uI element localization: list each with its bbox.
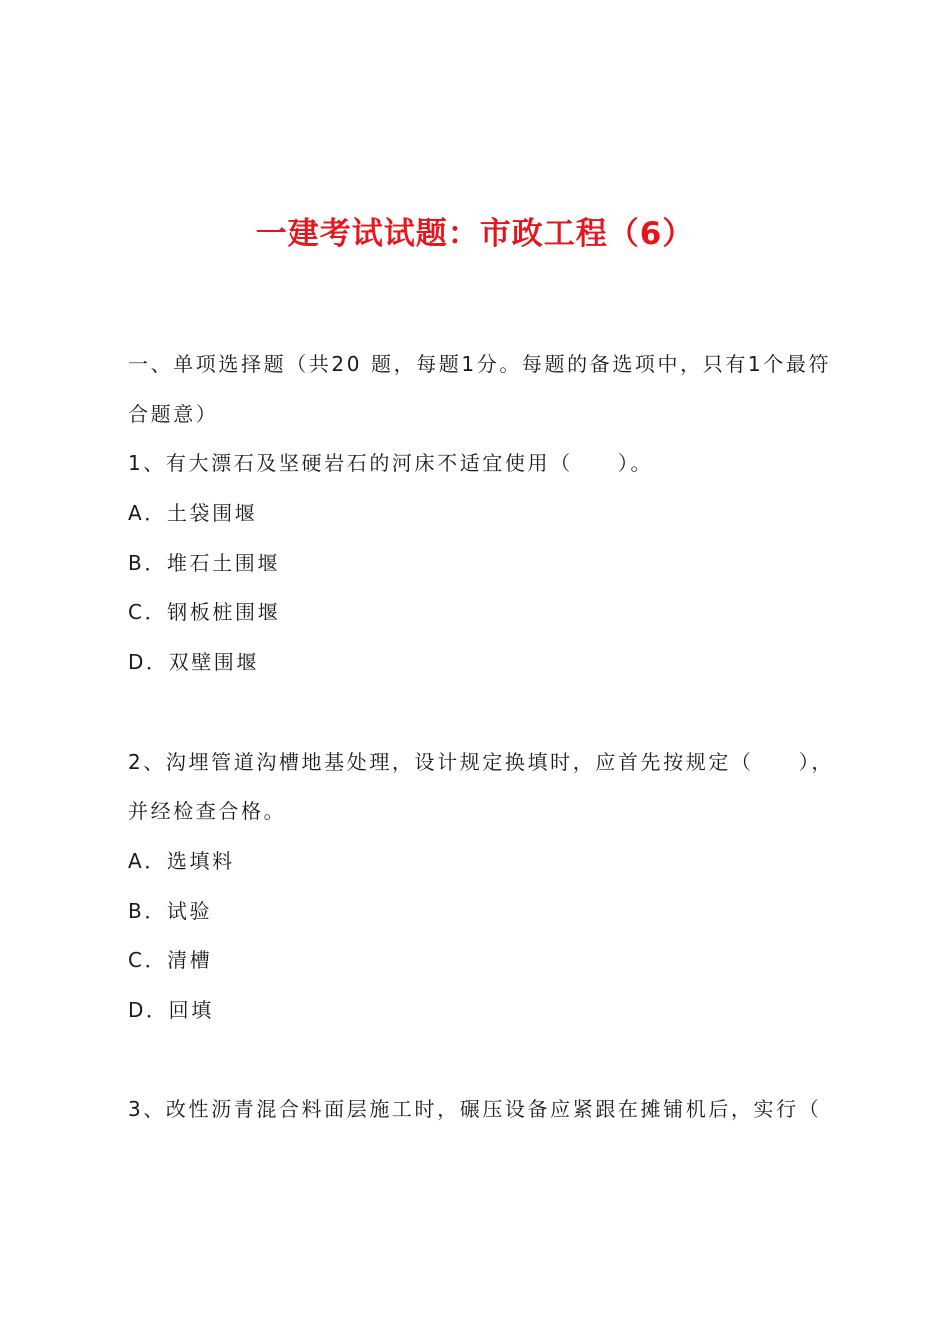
question-stem: 2、沟埋管道沟槽地基处理，设计规定换填时，应首先按规定（ ）， [128,749,834,774]
section-header-line-1: 一、单项选择题（共20 题，每题1分。每题的备选项中，只有1个最符 [128,352,832,376]
option-a: A．土袋围堰 [128,501,258,526]
spacer [128,1036,838,1086]
question-stem: 1、有大漂石及坚硬岩石的河床不适宜使用（ ）。 [128,451,654,476]
document-body [128,340,838,1135]
option-c: C．清槽 [128,948,213,973]
option-c: C．钢板桩围堰 [128,600,281,625]
question-stem-continued: 并经检查合格。 [128,799,287,824]
option-b: B．堆石土围堰 [128,550,280,575]
section-header-line-2: 合题意） [128,401,219,426]
option-a: A．选填料 [128,848,235,873]
option-d: D．双壁围堰 [128,650,260,675]
spacer [128,688,838,738]
option-b: B．试验 [128,898,213,923]
document-title: 一建考试试题：市政工程（6） [255,216,695,252]
question-2 [128,738,838,1036]
question-stem: 3、改性沥青混合料面层施工时，碾压设备应紧跟在摊铺机后，实行（ [128,1097,822,1122]
question-3 [128,1085,838,1135]
question-1 [128,439,838,687]
option-d: D．回填 [128,997,214,1022]
